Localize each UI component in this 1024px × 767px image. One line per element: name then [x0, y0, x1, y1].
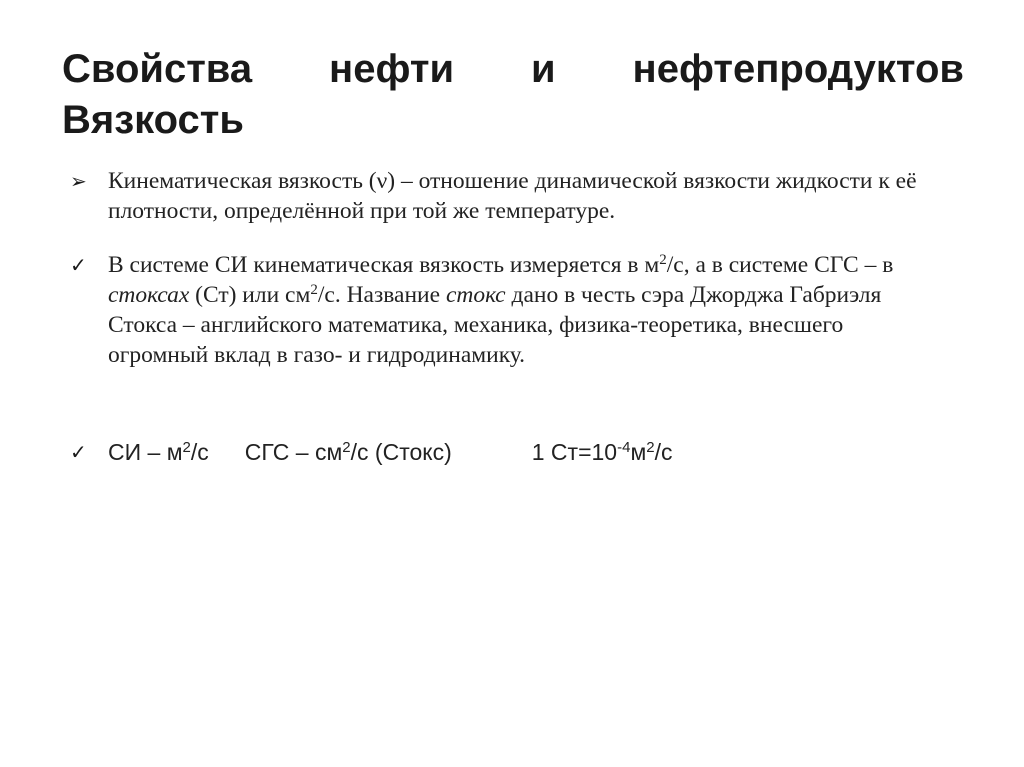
italic-term-stokes: стоксах [108, 282, 190, 308]
cgs-unit-tail: /с (Стокс) [350, 439, 452, 465]
superscript: -4 [617, 439, 631, 456]
conversion-tail: /с [654, 439, 673, 465]
cgs-unit-label: СГС – см [244, 439, 343, 465]
bullet-text-run: (Ст) или см [189, 282, 311, 308]
superscript: 2 [310, 282, 318, 298]
bullet-unit-summary [70, 437, 930, 467]
superscript: 2 [659, 252, 667, 268]
bullet-si-cgs-units [70, 250, 930, 370]
cgs-unit [245, 439, 452, 465]
bullet-text-run: Кинематическая вязкость (ν) – отношение динамической вязкости жидкости к её плотности, определённой при той же температуре. [108, 168, 917, 224]
si-unit [108, 439, 209, 465]
bullet-text-run: дано в честь сэра Джорджа Габриэля Стокса – английского математика, механика, физика-теоретика, внесшего огромный вклад в газо- и гидродинамику. [108, 282, 882, 368]
title-word: нефтепродуктов [632, 47, 964, 91]
si-unit-tail: /с [190, 439, 209, 465]
bullet-kinematic-viscosity-definition [70, 166, 930, 226]
title-word: и [531, 47, 556, 91]
title-line-1 [62, 44, 964, 95]
superscript: 2 [182, 439, 191, 456]
conversion-label: 1 Ст=10 [531, 439, 618, 465]
slide-title [62, 44, 964, 146]
title-word: нефти [329, 47, 455, 91]
unit-conversion [532, 439, 673, 465]
superscript: 2 [342, 439, 351, 456]
si-unit-label: СИ – м [108, 439, 183, 465]
checkmark-bullet-icon: ✓ [70, 440, 87, 464]
bullet-text [108, 166, 930, 226]
unit-summary-line [108, 437, 930, 467]
bullet-text-run: /с, а в системе СГС – в [666, 252, 894, 278]
bullet-text [108, 250, 930, 370]
italic-term-stokes: стокс [445, 282, 506, 308]
bullet-text-run: В системе СИ кинематическая вязкость измеряется в м [108, 252, 660, 278]
conversion-unit: м [630, 439, 647, 465]
title-line-2: Вязкость [62, 98, 244, 142]
arrow-bullet-icon: ➢ [70, 169, 87, 193]
superscript: 2 [646, 439, 655, 456]
checkmark-bullet-icon: ✓ [70, 253, 87, 277]
bullet-text-run: /с. Название [317, 282, 446, 308]
title-word: Свойства [62, 47, 253, 91]
